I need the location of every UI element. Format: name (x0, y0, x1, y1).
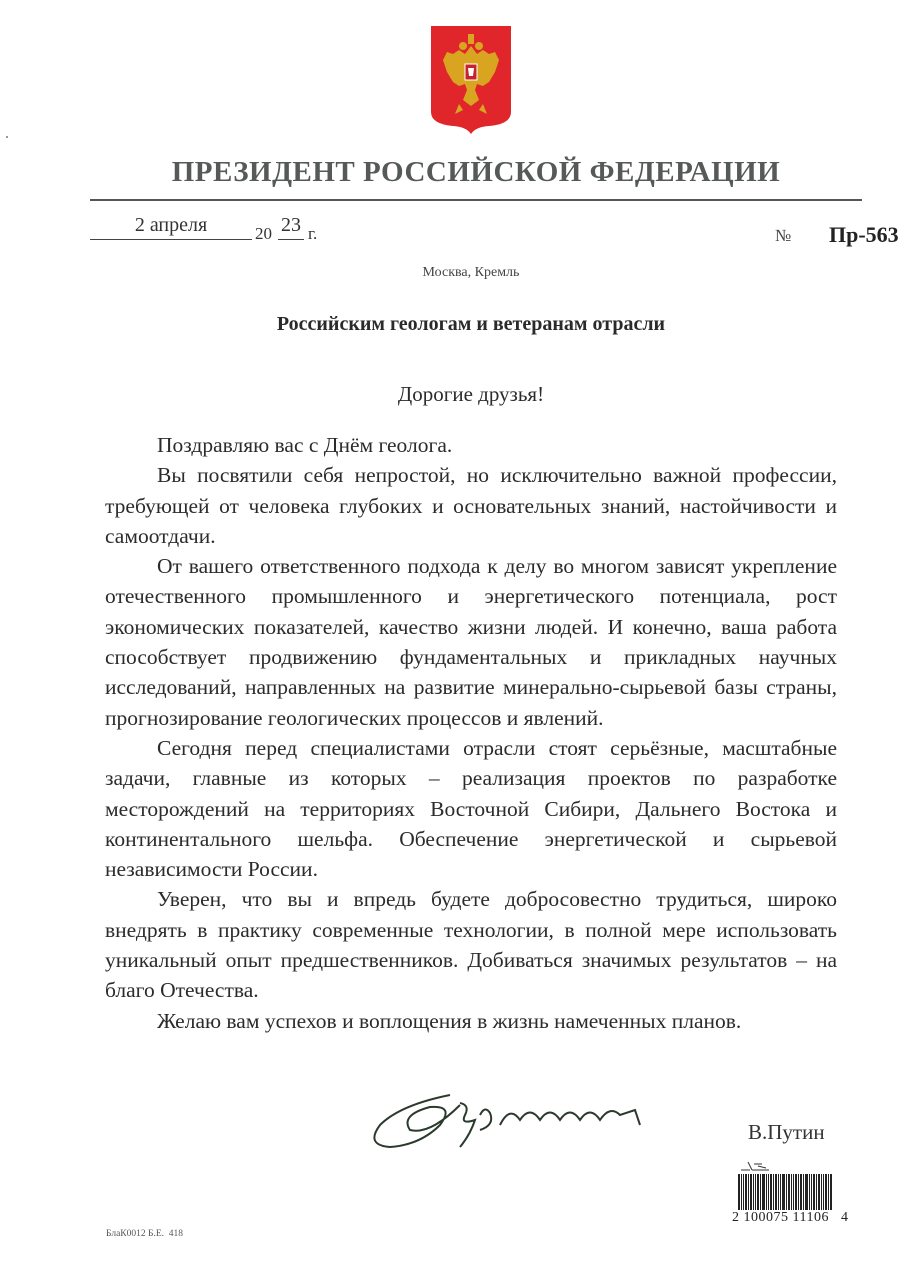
paragraph: От вашего ответственного подхода к делу во многом зависят укрепление отечественного промышленного и энергетического потенциала, рост экономических показателей, качество жизни людей. И конечно, ваша работа способствует продвижению фундаментальных и прикладных научных исследований, направленных на развитие минерально-сырьевой базы страны, прогнозирование геологических процессов и явлений. (105, 554, 837, 730)
date-year: 23 (278, 214, 304, 240)
barcode-number: 2 100075 11106 4 (732, 1210, 849, 1225)
date-century: 20 (255, 224, 272, 243)
form-code: БлаК0012 Б.Е. 418 (106, 1229, 184, 1239)
letter-greeting: Дорогие друзья! (397, 382, 545, 406)
letter-heading: Российским геологам и ветеранам отрасли (276, 313, 666, 335)
handwritten-signature (360, 1085, 690, 1155)
paragraph: Сегодня перед специалистами отрасли стоят серьёзные, масштабные задачи, главные из которых – реализация проектов по разработке месторождений на территориях Восточной Сибири, Дальнего Востока и континентального шельфа. Обеспечение энергетической и сырьевой независимости России. (105, 735, 837, 882)
russian-coat-of-arms-icon (429, 24, 513, 136)
title-divider (90, 199, 862, 201)
barcode (738, 1174, 846, 1210)
paragraph: Поздравляю вас с Днём геолога. (157, 433, 453, 457)
number-label: № (775, 226, 792, 245)
paragraph: Уверен, что вы и впредь будете добросовестно трудиться, широко внедрять в практику современные технологии, в полной мере использовать уникальный опыт предшественников. Добиваться значимых результатов – на благо Отечества. (105, 887, 837, 1003)
letter-body (105, 430, 837, 1036)
document-number: Пр-563 (829, 222, 899, 247)
document-title: ПРЕЗИДЕНТ РОССИЙСКОЙ ФЕДЕРАЦИИ (171, 156, 781, 188)
paragraph: Вы посвятили себя непростой, но исключительно важной профессии, требующей от человека глубоких и основательных знаний, настойчивости и самоотдачи. (105, 463, 837, 548)
scan-speck (6, 136, 8, 138)
date-day-month: 2 апреля (90, 214, 252, 240)
paragraph: Желаю вам успехов и воплощения в жизнь намеченных планов. (157, 1008, 742, 1033)
date-suffix: г. (308, 224, 318, 243)
signer-name: В.Путин (748, 1120, 825, 1144)
stamp-mark-icon (740, 1158, 770, 1172)
place-of-issue: Москва, Кремль (422, 265, 520, 280)
